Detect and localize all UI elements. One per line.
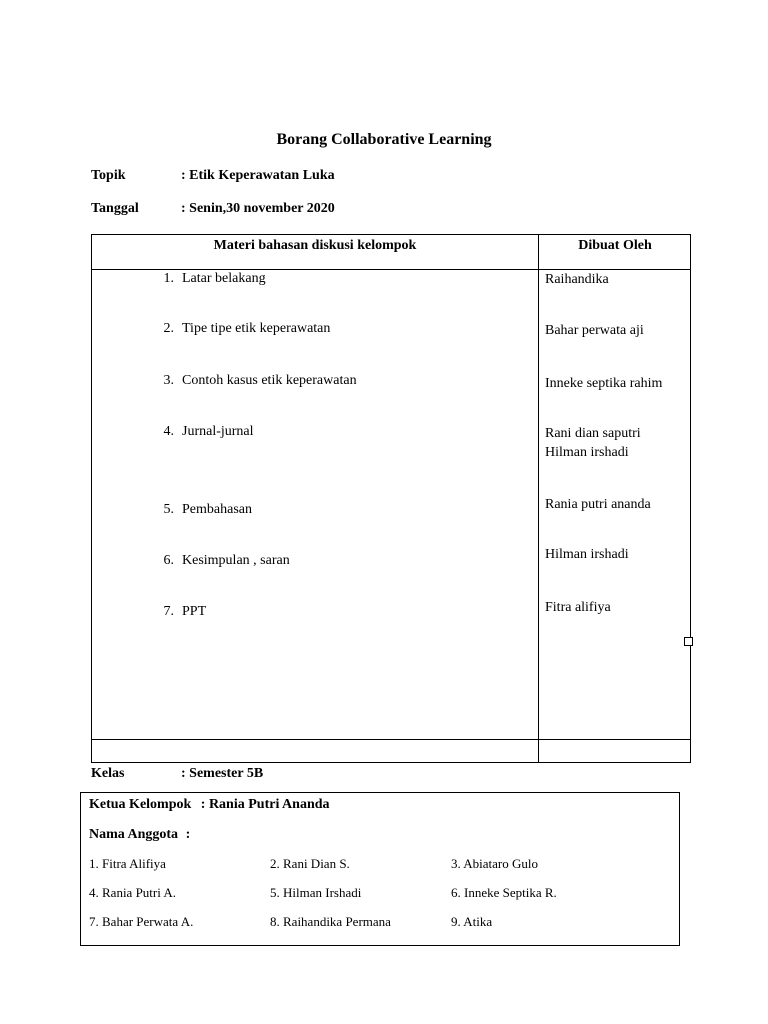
member-5: 5. Hilman Irshadi xyxy=(270,885,362,900)
member-1: 1. Fitra Alifiya xyxy=(89,856,166,871)
member-2: 2. Rani Dian S. xyxy=(270,856,350,871)
document-title: Borang Collaborative Learning xyxy=(276,131,492,148)
table-column-divider xyxy=(538,235,539,762)
table-row-5-author: Rania putri ananda xyxy=(545,497,651,512)
table-row-7-topic: 7. PPT xyxy=(163,604,207,619)
table-footer-divider xyxy=(92,739,690,740)
table-row-4-topic: 4. Jurnal-jurnal xyxy=(163,424,254,439)
member-9: 9. Atika xyxy=(451,914,493,929)
materi-header: Materi bahasan diskusi kelompok xyxy=(213,238,417,253)
table-row-2-author: Bahar perwata aji xyxy=(545,323,644,338)
tanggal-value: : Senin,30 november 2020 xyxy=(181,201,335,216)
anggota-colon: : xyxy=(185,827,191,842)
materi-table xyxy=(91,234,691,763)
member-3: 3. Abiataro Gulo xyxy=(451,856,539,871)
table-row-6-author: Hilman irshadi xyxy=(545,547,629,562)
group-box xyxy=(80,792,680,946)
ketua-label: Ketua Kelompok xyxy=(89,797,192,812)
table-row-3-author: Inneke septika rahim xyxy=(545,376,663,391)
ketua-value: : Rania Putri Ananda xyxy=(200,797,330,812)
member-4: 4. Rania Putri A. xyxy=(89,885,177,900)
ketua-row xyxy=(89,797,330,813)
table-row-3-topic: 3. Contoh kasus etik keperawatan xyxy=(163,373,357,388)
table-row-6-topic: 6. Kesimpulan , saran xyxy=(163,553,290,568)
kelas-value: : Semester 5B xyxy=(181,766,264,781)
table-row-2-topic: 2. Tipe tipe etik keperawatan xyxy=(163,321,331,336)
anggota-label: Nama Anggota xyxy=(89,827,179,842)
kelas-label: Kelas xyxy=(91,766,125,781)
table-row-1-topic: 1. Latar belakang xyxy=(163,271,266,286)
tanggal-label: Tanggal xyxy=(91,201,139,216)
member-8: 8. Raihandika Permana xyxy=(270,914,391,929)
table-row-1-author: Raihandika xyxy=(545,272,609,287)
table-row-5-topic: 5. Pembahasan xyxy=(163,502,252,517)
dibuat-oleh-header: Dibuat Oleh xyxy=(578,238,652,253)
topik-label: Topik xyxy=(91,168,126,183)
table-row-7-author: Fitra alifiya xyxy=(545,600,611,615)
table-resize-handle[interactable] xyxy=(684,637,693,646)
member-6: 6. Inneke Septika R. xyxy=(451,885,557,900)
topik-value: : Etik Keperawatan Luka xyxy=(181,168,335,183)
table-row-4-author: Rani dian saputri Hilman irshadi xyxy=(545,426,641,460)
anggota-row xyxy=(89,827,190,843)
member-7: 7. Bahar Perwata A. xyxy=(89,914,194,929)
